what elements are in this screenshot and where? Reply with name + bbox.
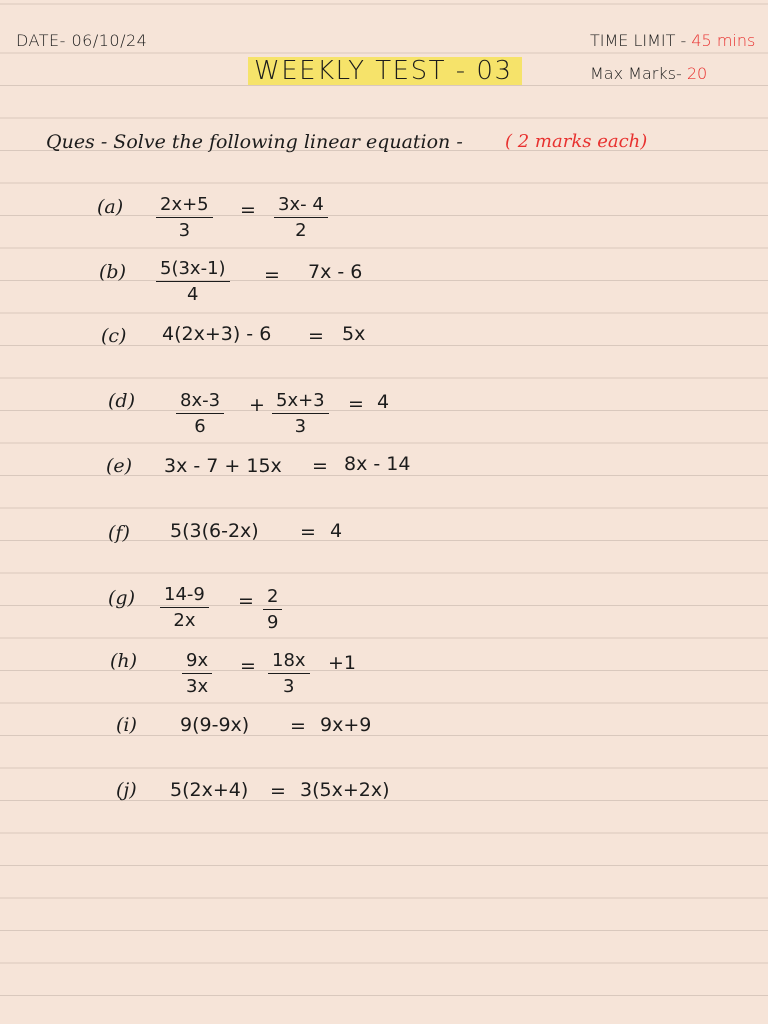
- fraction-numerator: 5x+3: [272, 390, 329, 414]
- equals-sign: =: [300, 521, 316, 543]
- equals-sign: =: [240, 655, 256, 677]
- fraction-denominator: 4: [187, 284, 199, 305]
- problem-j-label: (j): [116, 779, 137, 801]
- fraction-numerator: 3x- 4: [274, 194, 328, 218]
- problem-h-rhs-fraction: [268, 650, 310, 697]
- fraction-denominator: 2: [295, 220, 307, 241]
- time-limit-value: 45 mins: [691, 31, 756, 50]
- fraction-numerator: 9x: [182, 650, 212, 674]
- fraction-denominator: 3x: [186, 676, 209, 697]
- problem-c-label: (c): [101, 325, 127, 347]
- problem-d-label: (d): [108, 390, 135, 412]
- problem-d-term2-fraction: [272, 390, 329, 437]
- problem-e-rhs: 8x - 14: [344, 453, 411, 475]
- fraction-numerator: 2x+5: [156, 194, 213, 218]
- fraction-denominator: 2x: [173, 610, 196, 631]
- time-limit-label: TIME LIMIT -: [590, 31, 692, 50]
- fraction-denominator: 9: [267, 612, 279, 633]
- fraction-denominator: 3: [178, 220, 191, 241]
- problem-c-rhs: 5x: [342, 323, 366, 345]
- problem-b-label: (b): [99, 261, 126, 283]
- problem-g-lhs-fraction: [160, 584, 209, 631]
- problem-d-rhs: 4: [377, 391, 390, 413]
- equals-sign: =: [238, 590, 254, 612]
- problem-i-rhs: 9x+9: [320, 714, 372, 736]
- problem-a-rhs-fraction: [274, 194, 328, 241]
- equals-sign: =: [348, 393, 364, 415]
- max-marks: [590, 64, 707, 83]
- equals-sign: =: [270, 780, 286, 802]
- fraction-numerator: 5(3x-1): [156, 258, 230, 282]
- problem-b-rhs: 7x - 6: [308, 261, 363, 283]
- problem-i-label: (i): [116, 714, 137, 736]
- problem-g-rhs-fraction: [263, 586, 282, 633]
- problem-h-lhs-fraction: [182, 650, 212, 697]
- question-text: Ques - Solve the following linear equation -: [46, 131, 463, 153]
- equals-sign: =: [308, 325, 324, 347]
- problem-g-label: (g): [108, 587, 135, 609]
- problem-b-lhs-fraction: [156, 258, 230, 305]
- fraction-numerator: 14-9: [160, 584, 209, 608]
- problem-f-rhs: 4: [330, 520, 343, 542]
- problem-d-term1-fraction: [176, 390, 224, 437]
- time-limit: [590, 31, 755, 50]
- max-marks-label: Max Marks-: [590, 64, 687, 83]
- fraction-numerator: 18x: [268, 650, 310, 674]
- marks-note: ( 2 marks each): [505, 131, 648, 152]
- problem-j-rhs: 3(5x+2x): [300, 779, 390, 801]
- problem-e-label: (e): [106, 455, 133, 477]
- equals-sign: =: [290, 715, 306, 737]
- date-label: DATE- 06/10/24: [16, 31, 148, 50]
- plus-sign: +: [249, 394, 265, 416]
- fraction-denominator: 3: [283, 676, 295, 697]
- problem-j-lhs: 5(2x+4): [170, 779, 249, 801]
- fraction-numerator: 8x-3: [176, 390, 224, 414]
- equals-sign: =: [312, 455, 328, 477]
- problem-h-label: (h): [110, 650, 138, 672]
- fraction-denominator: 3: [294, 416, 307, 437]
- problem-f-lhs: 5(3(6-2x): [170, 520, 259, 542]
- max-marks-value: 20: [686, 64, 708, 83]
- fraction-denominator: 6: [194, 416, 206, 437]
- problem-e-lhs: 3x - 7 + 15x: [164, 455, 282, 477]
- problem-f-label: (f): [108, 522, 130, 544]
- problem-a-label: (a): [97, 196, 124, 218]
- problem-c-lhs: 4(2x+3) - 6: [162, 323, 272, 345]
- problem-h-tail: +1: [328, 652, 357, 674]
- problem-i-lhs: 9(9-9x): [180, 714, 250, 736]
- problem-a-lhs-fraction: [156, 194, 213, 241]
- page-title: WEEKLY TEST - 03: [248, 57, 522, 85]
- fraction-numerator: 2: [263, 586, 282, 610]
- equals-sign: =: [240, 199, 256, 221]
- equals-sign: =: [264, 264, 280, 286]
